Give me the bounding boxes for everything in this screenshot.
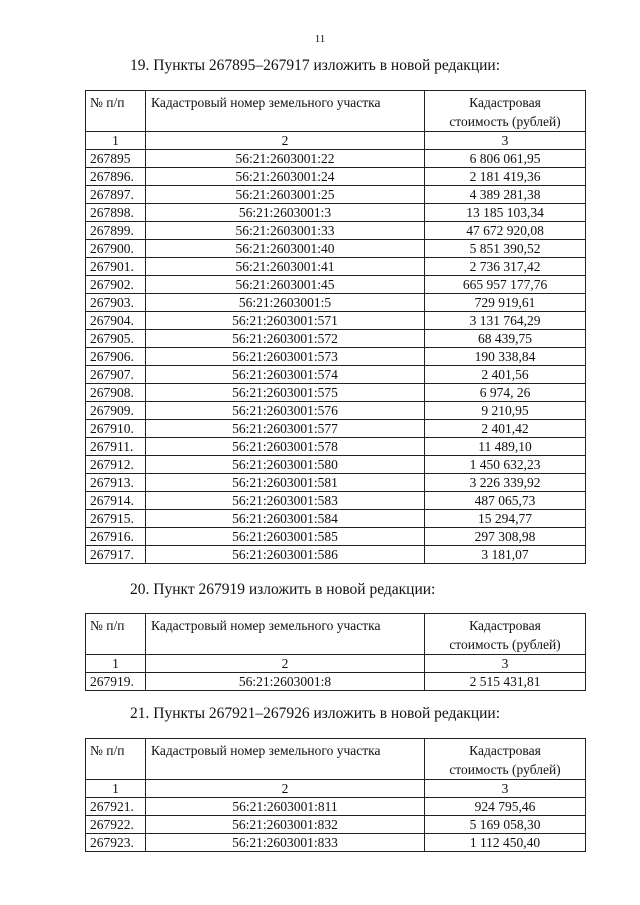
cadastral-number: 56:21:2603001:40 — [146, 240, 425, 258]
row-number: 267915. — [86, 510, 146, 528]
table-row — [86, 366, 586, 384]
row-number: 267908. — [86, 384, 146, 402]
cadastral-cost: 4 389 281,38 — [425, 186, 586, 204]
header-cost — [425, 91, 586, 132]
table-row — [86, 330, 586, 348]
cadastral-cost: 1 450 632,23 — [425, 456, 586, 474]
table-row — [86, 312, 586, 330]
table-row — [86, 492, 586, 510]
cadastral-cost: 297 308,98 — [425, 528, 586, 546]
row-number: 267896. — [86, 168, 146, 186]
table-row — [86, 402, 586, 420]
column-index: 1 — [86, 780, 146, 798]
header-num: № п/п — [86, 739, 146, 780]
section-heading: 21. Пункты 267921–267926 изложить в новой редакции: — [130, 705, 501, 722]
table-row — [86, 294, 586, 312]
table-row — [86, 168, 586, 186]
cadastral-number: 56:21:2603001:41 — [146, 258, 425, 276]
cadastral-number: 56:21:2603001:8 — [146, 673, 425, 691]
cadastral-number: 56:21:2603001:571 — [146, 312, 425, 330]
cadastral-cost: 2 736 317,42 — [425, 258, 586, 276]
row-number: 267912. — [86, 456, 146, 474]
header-cadastral: Кадастровый номер земельного участка — [146, 91, 425, 132]
column-index: 3 — [425, 780, 586, 798]
section-heading: 19. Пункты 267895–267917 изложить в новой редакции: — [130, 57, 501, 74]
table-row — [86, 673, 586, 691]
cadastral-number: 56:21:2603001:5 — [146, 294, 425, 312]
table-row — [86, 438, 586, 456]
cadastral-cost: 13 185 103,34 — [425, 204, 586, 222]
cadastral-cost: 3 226 339,92 — [425, 474, 586, 492]
table-row — [86, 456, 586, 474]
table-row — [86, 798, 586, 816]
cadastral-cost: 190 338,84 — [425, 348, 586, 366]
cadastral-number: 56:21:2603001:576 — [146, 402, 425, 420]
table-row — [86, 204, 586, 222]
cadastral-cost: 924 795,46 — [425, 798, 586, 816]
header-cost-line1: Кадастровая — [469, 618, 541, 633]
cadastral-number: 56:21:2603001:833 — [146, 834, 425, 852]
header-cadastral: Кадастровый номер земельного участка — [146, 614, 425, 655]
cadastral-cost: 3 181,07 — [425, 546, 586, 564]
cadastral-number: 56:21:2603001:578 — [146, 438, 425, 456]
header-num: № п/п — [86, 614, 146, 655]
cadastral-cost: 729 919,61 — [425, 294, 586, 312]
cadastral-number: 56:21:2603001:586 — [146, 546, 425, 564]
section-heading: 20. Пункт 267919 изложить в новой редакции: — [130, 581, 436, 598]
row-number: 267902. — [86, 276, 146, 294]
header-cost-line2: стоимость (рублей) — [449, 762, 561, 777]
column-index-row — [86, 132, 586, 150]
cadastral-number: 56:21:2603001:580 — [146, 456, 425, 474]
row-number: 267913. — [86, 474, 146, 492]
table-row — [86, 258, 586, 276]
row-number: 267907. — [86, 366, 146, 384]
cadastral-cost: 3 131 764,29 — [425, 312, 586, 330]
row-number: 267921. — [86, 798, 146, 816]
row-number: 267919. — [86, 673, 146, 691]
header-cost-line1: Кадастровая — [469, 95, 541, 110]
column-index: 1 — [86, 132, 146, 150]
table-row — [86, 420, 586, 438]
row-number: 267922. — [86, 816, 146, 834]
table-header-row — [86, 91, 586, 132]
cadastral-cost: 68 439,75 — [425, 330, 586, 348]
cadastral-number: 56:21:2603001:22 — [146, 150, 425, 168]
cadastral-number: 56:21:2603001:33 — [146, 222, 425, 240]
header-cost — [425, 739, 586, 780]
row-number: 267910. — [86, 420, 146, 438]
cadastral-cost: 1 112 450,40 — [425, 834, 586, 852]
cadastral-cost: 2 181 419,36 — [425, 168, 586, 186]
header-cost-line2: стоимость (рублей) — [449, 637, 561, 652]
column-index: 2 — [146, 780, 425, 798]
table-row — [86, 240, 586, 258]
table-row — [86, 474, 586, 492]
table-row — [86, 510, 586, 528]
table-row — [86, 528, 586, 546]
header-cost-line1: Кадастровая — [469, 743, 541, 758]
cadastral-cost: 6 974, 26 — [425, 384, 586, 402]
row-number: 267897. — [86, 186, 146, 204]
cadastral-cost: 15 294,77 — [425, 510, 586, 528]
cadastral-cost: 2 515 431,81 — [425, 673, 586, 691]
row-number: 267911. — [86, 438, 146, 456]
table-row — [86, 348, 586, 366]
cadastral-cost: 2 401,42 — [425, 420, 586, 438]
cadastral-number: 56:21:2603001:25 — [146, 186, 425, 204]
row-number: 267917. — [86, 546, 146, 564]
cadastral-number: 56:21:2603001:811 — [146, 798, 425, 816]
cadastral-number: 56:21:2603001:24 — [146, 168, 425, 186]
row-number: 267895 — [86, 150, 146, 168]
table-row — [86, 186, 586, 204]
row-number: 267916. — [86, 528, 146, 546]
row-number: 267901. — [86, 258, 146, 276]
row-number: 267914. — [86, 492, 146, 510]
cadastral-number: 56:21:2603001:583 — [146, 492, 425, 510]
column-index-row — [86, 780, 586, 798]
row-number: 267900. — [86, 240, 146, 258]
row-number: 267899. — [86, 222, 146, 240]
cadastral-cost: 2 401,56 — [425, 366, 586, 384]
table-header-row — [86, 739, 586, 780]
header-cadastral: Кадастровый номер земельного участка — [146, 739, 425, 780]
cadastral-cost: 6 806 061,95 — [425, 150, 586, 168]
column-index: 3 — [425, 655, 586, 673]
row-number: 267904. — [86, 312, 146, 330]
row-number: 267898. — [86, 204, 146, 222]
cadastral-table — [85, 613, 586, 691]
cadastral-cost: 9 210,95 — [425, 402, 586, 420]
row-number: 267905. — [86, 330, 146, 348]
column-index-row — [86, 655, 586, 673]
table-row — [86, 816, 586, 834]
column-index: 2 — [146, 655, 425, 673]
cadastral-number: 56:21:2603001:575 — [146, 384, 425, 402]
cadastral-number: 56:21:2603001:572 — [146, 330, 425, 348]
row-number: 267923. — [86, 834, 146, 852]
page-number: 11 — [314, 33, 326, 45]
table-row — [86, 150, 586, 168]
column-index: 2 — [146, 132, 425, 150]
row-number: 267903. — [86, 294, 146, 312]
cadastral-number: 56:21:2603001:573 — [146, 348, 425, 366]
row-number: 267909. — [86, 402, 146, 420]
table-header-row — [86, 614, 586, 655]
table-row — [86, 834, 586, 852]
cadastral-cost: 47 672 920,08 — [425, 222, 586, 240]
cadastral-number: 56:21:2603001:585 — [146, 528, 425, 546]
table-row — [86, 276, 586, 294]
cadastral-table — [85, 90, 586, 564]
cadastral-cost: 5 851 390,52 — [425, 240, 586, 258]
cadastral-number: 56:21:2603001:3 — [146, 204, 425, 222]
cadastral-number: 56:21:2603001:574 — [146, 366, 425, 384]
header-cost-line2: стоимость (рублей) — [449, 114, 561, 129]
cadastral-number: 56:21:2603001:581 — [146, 474, 425, 492]
table-row — [86, 222, 586, 240]
header-num: № п/п — [86, 91, 146, 132]
cadastral-number: 56:21:2603001:584 — [146, 510, 425, 528]
cadastral-cost: 5 169 058,30 — [425, 816, 586, 834]
column-index: 3 — [425, 132, 586, 150]
column-index: 1 — [86, 655, 146, 673]
cadastral-cost: 11 489,10 — [425, 438, 586, 456]
table-row — [86, 384, 586, 402]
cadastral-number: 56:21:2603001:832 — [146, 816, 425, 834]
cadastral-number: 56:21:2603001:45 — [146, 276, 425, 294]
header-cost — [425, 614, 586, 655]
cadastral-number: 56:21:2603001:577 — [146, 420, 425, 438]
cadastral-table — [85, 738, 586, 852]
cadastral-cost: 487 065,73 — [425, 492, 586, 510]
cadastral-cost: 665 957 177,76 — [425, 276, 586, 294]
row-number: 267906. — [86, 348, 146, 366]
table-row — [86, 546, 586, 564]
